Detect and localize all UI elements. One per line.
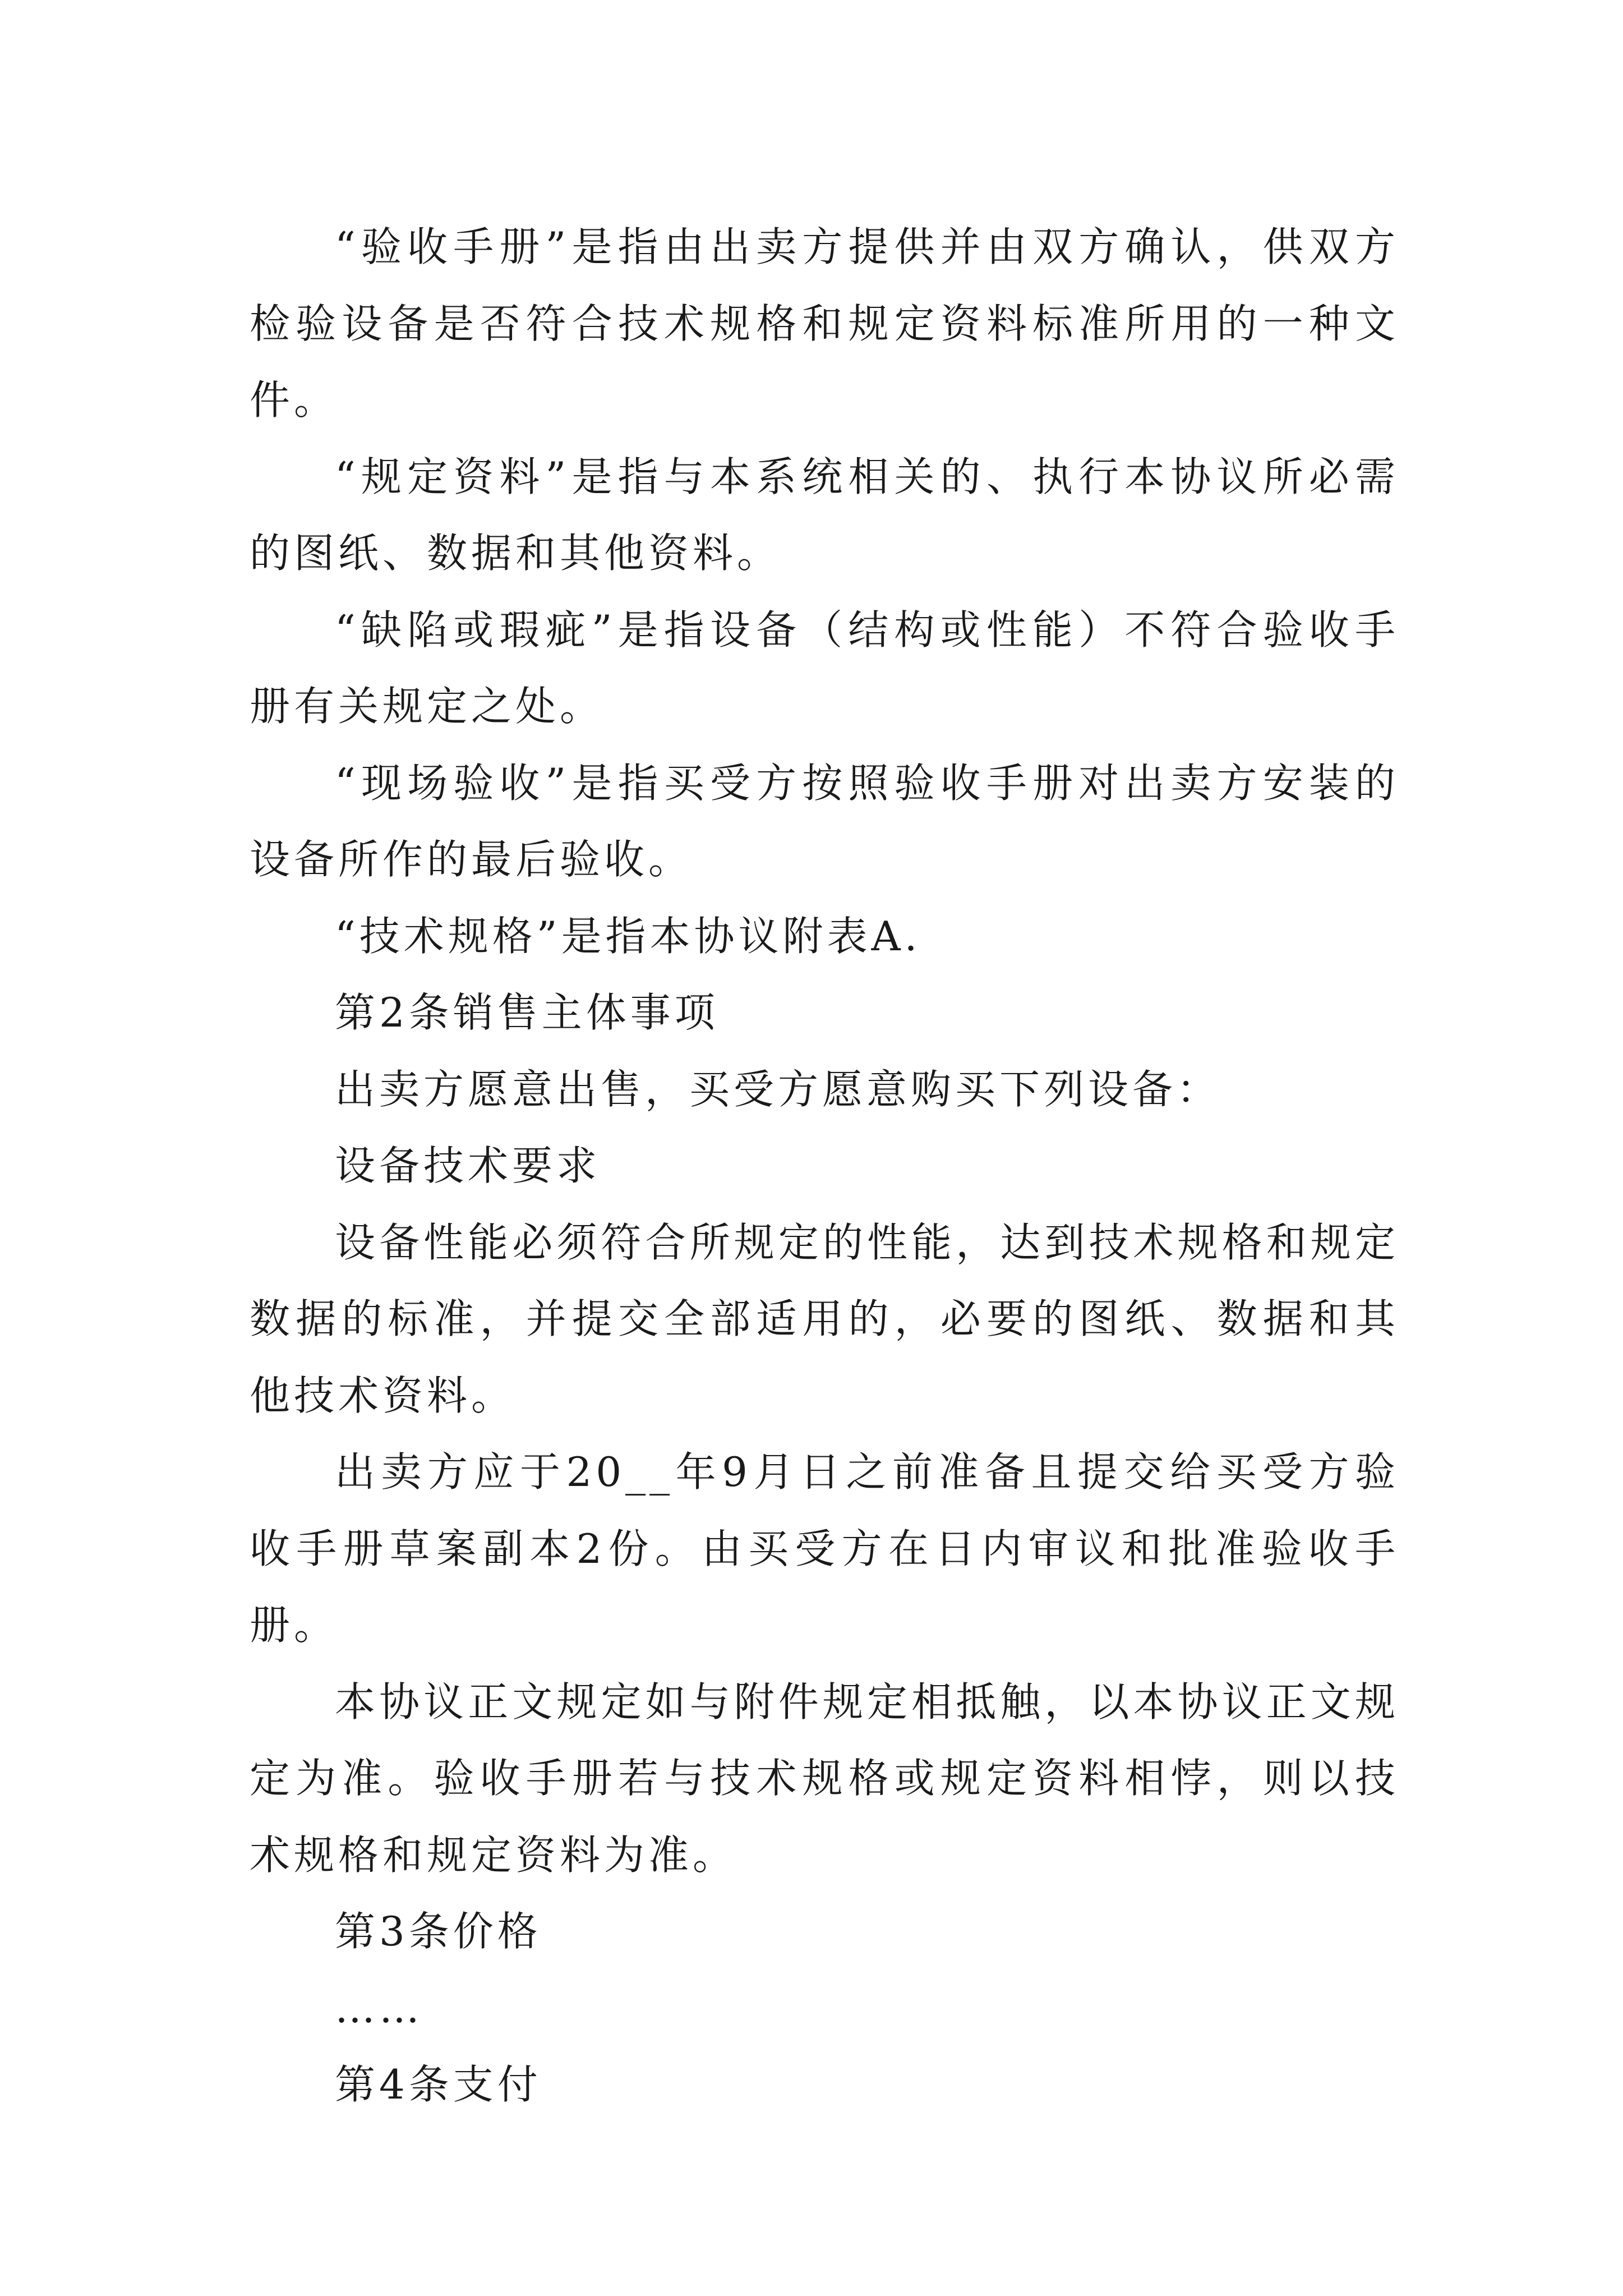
ellipsis-line: …… bbox=[335, 1984, 423, 2032]
document-body bbox=[250, 209, 1399, 2123]
paragraph-precedence: 本协议正文规定如与附件规定相抵触，以本协议正文规定为准。验收手册若与技术规格或规定资料相悖，则以技术规格和规定资料为准。 bbox=[250, 1678, 1399, 1879]
paragraph-defect-definition: “缺陷或瑕疵”是指设备（结构或性能）不符合验收手册有关规定之处。 bbox=[250, 606, 1399, 730]
paragraph-manual-submission: 出卖方应于20__年9月日之前准备且提交给买受方验收手册草案副本2份。由买受方在日内审议和批准验收手册。 bbox=[250, 1448, 1399, 1649]
paragraph-site-acceptance-definition: “现场验收”是指买受方按照验收手册对出卖方安装的设备所作的最后验收。 bbox=[250, 759, 1399, 883]
paragraph-equipment-performance: 设备性能必须符合所规定的性能，达到技术规格和规定数据的标准，并提交全部适用的，必要的图纸、数据和其他技术资料。 bbox=[250, 1218, 1399, 1419]
paragraph-sale-agreement: 出卖方愿意出售，买受方愿意购买下列设备： bbox=[335, 1065, 1221, 1113]
paragraph-specified-materials-definition: “规定资料”是指与本系统相关的、执行本协议所必需的图纸、数据和其他资料。 bbox=[250, 453, 1399, 577]
heading-article-2: 第2条销售主体事项 bbox=[335, 989, 719, 1036]
heading-article-3: 第3条价格 bbox=[335, 1908, 542, 1955]
heading-equipment-requirements: 设备技术要求 bbox=[335, 1142, 601, 1189]
paragraph-acceptance-manual-definition: “验收手册”是指由出卖方提供并由双方确认，供双方检验设备是否符合技术规格和规定资料标准所用的一种文件。 bbox=[250, 223, 1399, 424]
heading-article-4: 第4条支付 bbox=[335, 2061, 542, 2108]
paragraph-technical-specification-definition: “技术规格”是指本协议附表A. bbox=[335, 912, 921, 960]
